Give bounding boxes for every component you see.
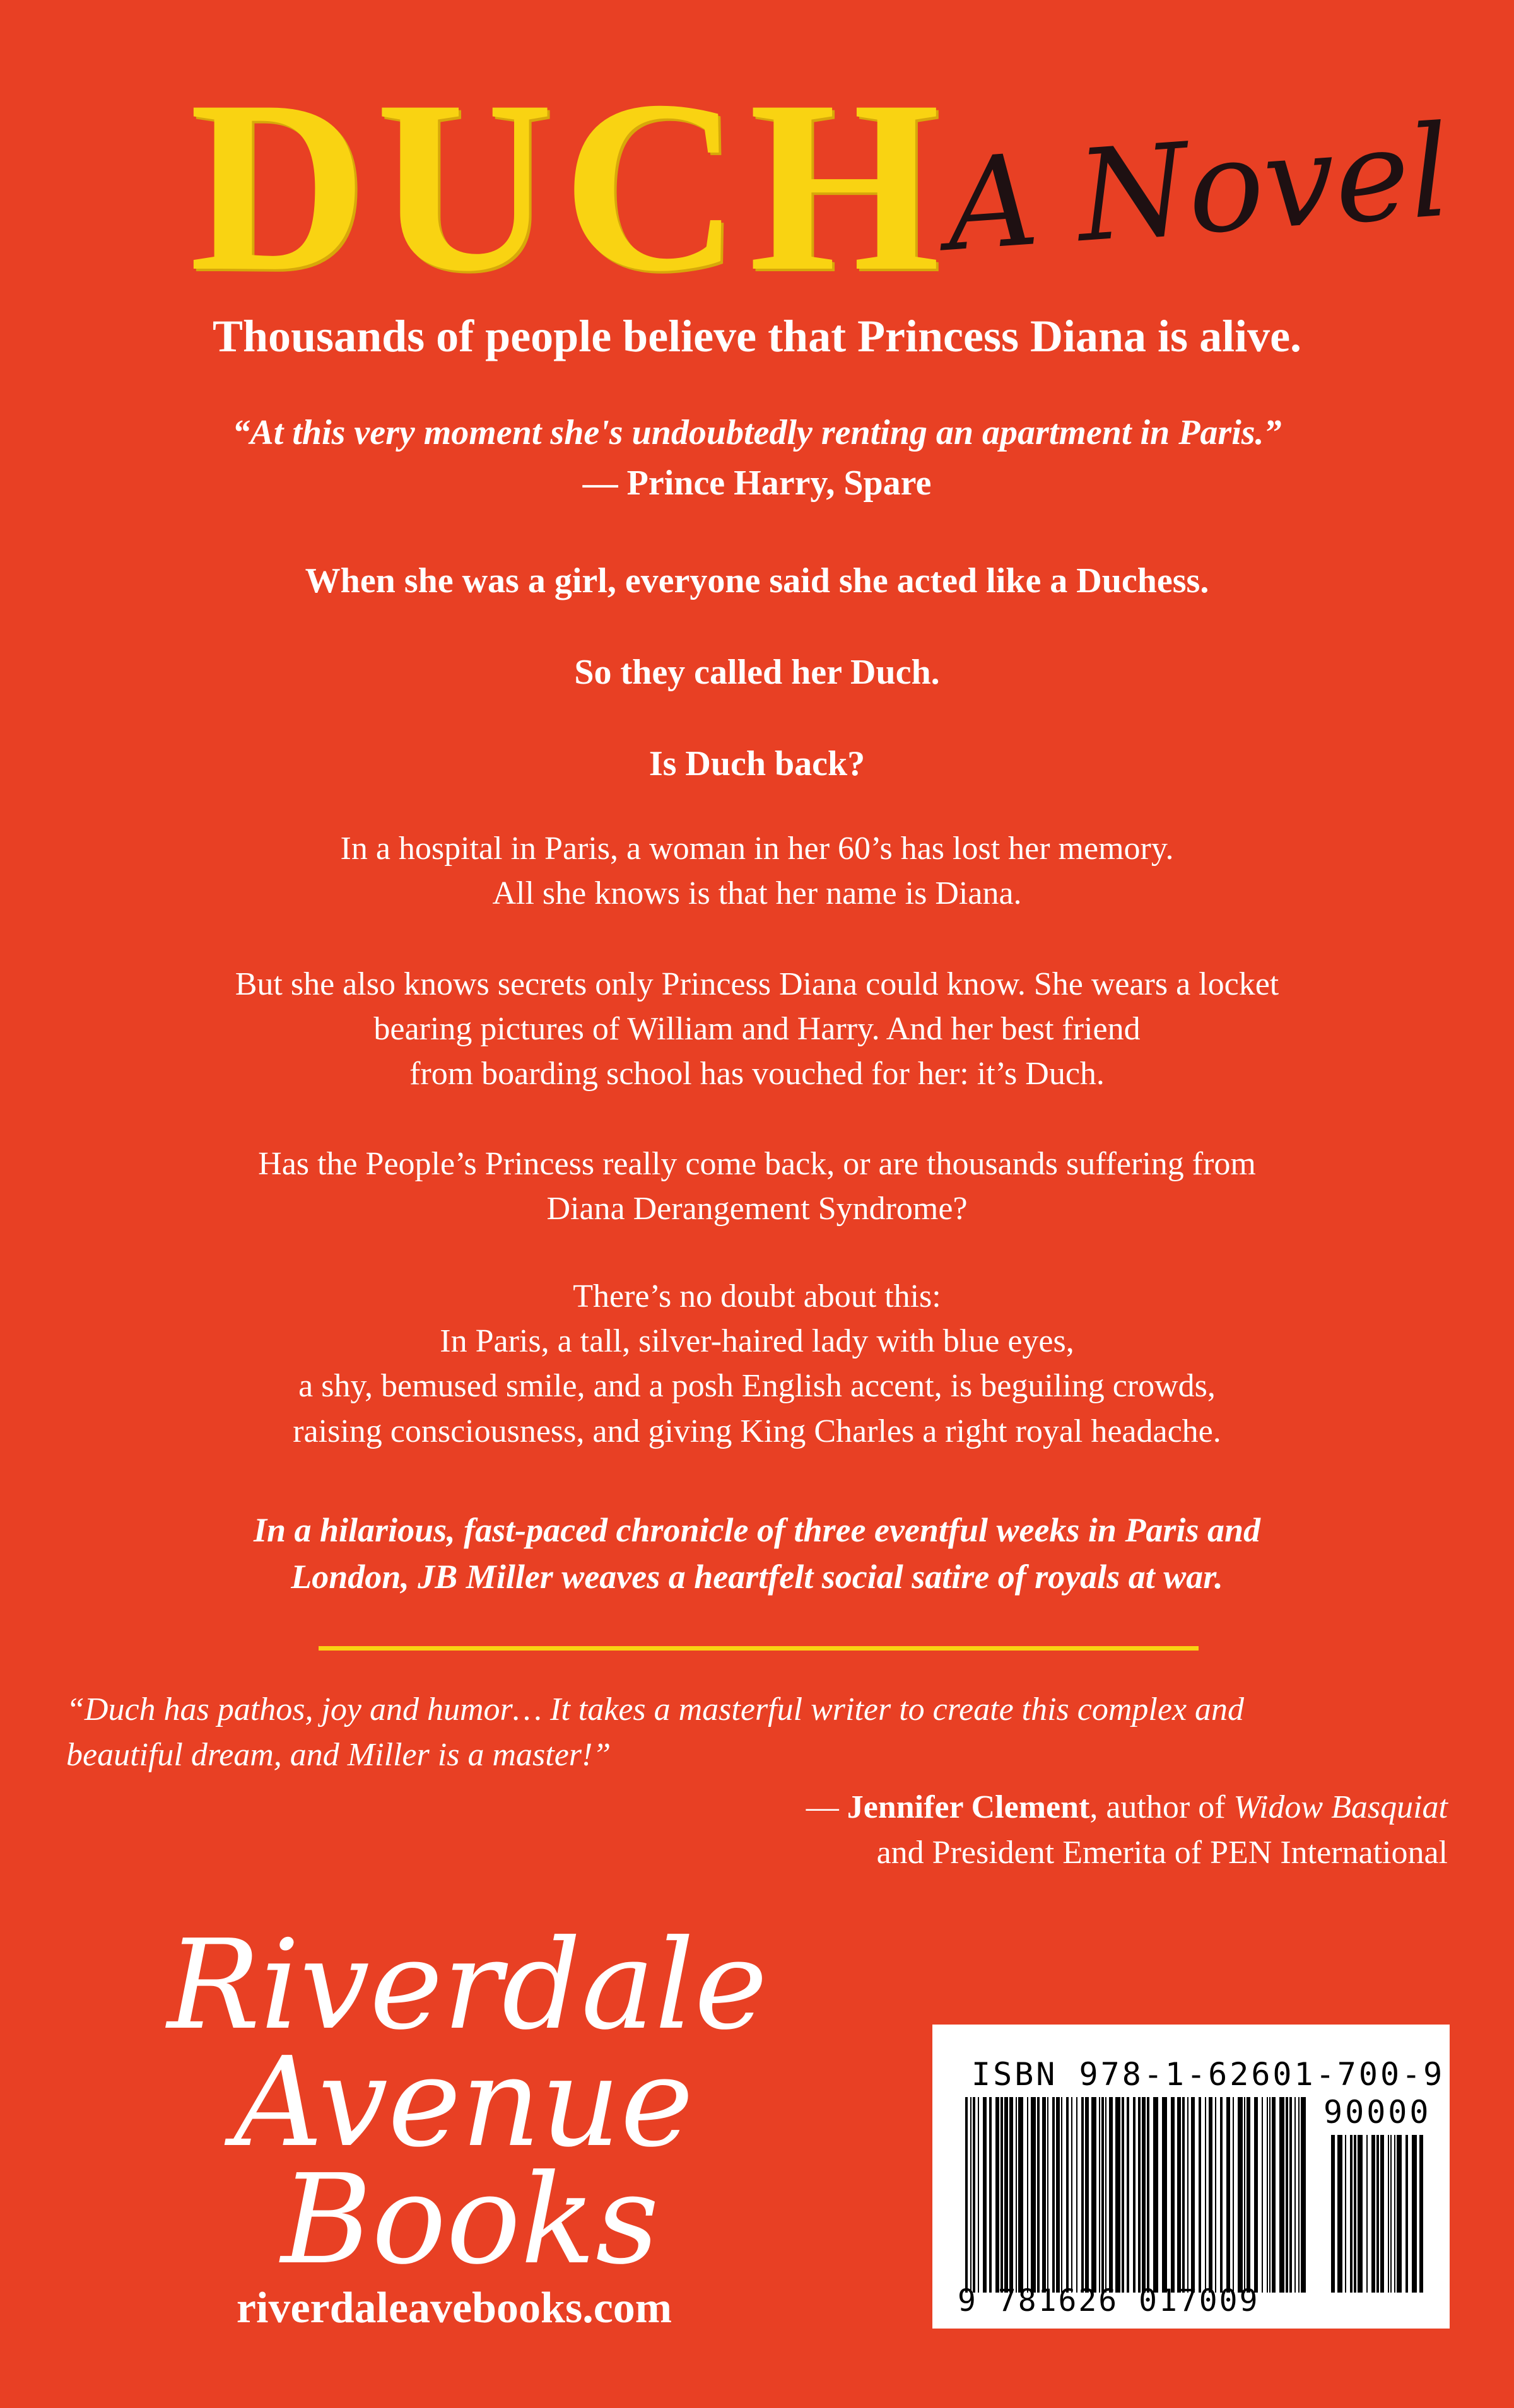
barcode-bar (1226, 2097, 1230, 2293)
barcode-bar (1345, 2135, 1346, 2293)
promo-blurb (0, 1507, 1514, 1601)
publisher-website: riverdaleavebooks.com (236, 2284, 672, 2332)
publisher-logo-line: Riverdale (167, 1914, 768, 2057)
barcode-bar (1301, 2097, 1306, 2293)
credit-dash: — (806, 1789, 847, 1825)
barcode-bar (983, 2097, 987, 2293)
barcode-addon-bars (1331, 2135, 1429, 2293)
book-subtitle: A Novel (941, 98, 1455, 280)
barcode-bar (1133, 2097, 1136, 2293)
barcode-bar (1187, 2097, 1188, 2293)
barcode-bar (1101, 2097, 1104, 2293)
barcode-bar (1142, 2097, 1146, 2293)
publisher-logo (167, 1914, 768, 2292)
barcode-bar (1066, 2097, 1069, 2293)
synopsis-line: raising consciousness, and giving King Charles a right royal headache. (293, 1413, 1221, 1449)
barcode-bar (1162, 2097, 1167, 2293)
barcode-bar (1177, 2097, 1181, 2293)
epigraph-quote: “At this very moment she's undoubtedly renting an apartment in Paris.” (232, 413, 1282, 452)
barcode-bar (965, 2097, 968, 2293)
review-quote (66, 1687, 1454, 1778)
publisher-logo-line: Books (281, 2148, 659, 2292)
barcode-bar (1037, 2097, 1040, 2293)
barcode-bar (1182, 2097, 1185, 2293)
barcode-bar (1272, 2097, 1276, 2293)
synopsis-line: Diana Derangement Syndrome? (546, 1191, 968, 1227)
barcode-bar (1254, 2097, 1258, 2293)
barcode-bar (1294, 2097, 1296, 2293)
blurb-line: In a hilarious, fast-paced chronicle of three eventful weeks in Paris and (253, 1511, 1261, 1549)
barcode-bar (978, 2097, 979, 2293)
reviewer-affiliation: and President Emerita of PEN International (876, 1834, 1448, 1871)
barcode-bar (1052, 2097, 1055, 2293)
blurb-line: London, JB Miller weaves a heartfelt social satire of royals at war. (291, 1557, 1223, 1596)
reviewer-book: Widow Basquiat (1233, 1789, 1448, 1825)
book-title: DUCH (189, 50, 949, 322)
barcode-bar (1105, 2097, 1106, 2293)
epigraph-attribution: — Prince Harry, Spare (582, 464, 932, 503)
barcode-bar (1122, 2097, 1124, 2293)
barcode-bar (995, 2097, 999, 2293)
barcode-bar (1171, 2097, 1175, 2293)
isbn-label: ISBN 978-1-62601-700-9 (971, 2056, 1445, 2093)
publisher-logo-line: Avenue (233, 2031, 694, 2175)
barcode-bar (1289, 2097, 1292, 2293)
divider-line (319, 1646, 1199, 1651)
barcode-bar (1042, 2097, 1046, 2293)
barcode-bar (1412, 2135, 1417, 2293)
barcode-bar (1199, 2097, 1201, 2293)
barcode-bar (1076, 2097, 1077, 2293)
barcode-bar (1366, 2135, 1368, 2293)
barcode-bar (1009, 2097, 1013, 2293)
barcode-bar (1209, 2097, 1212, 2293)
review-credit (378, 1785, 1448, 1876)
barcode-bar (1071, 2097, 1072, 2293)
barcode-bar (1004, 2097, 1008, 2293)
barcode-bar (1191, 2097, 1195, 2293)
barcode-bar (1138, 2097, 1141, 2293)
barcode-bar (1215, 2097, 1216, 2293)
headline: Thousands of people believe that Princess Diana is alive. (212, 311, 1302, 361)
tagline-girl: When she was a girl, everyone said she acted like a Duchess. (305, 561, 1209, 600)
barcode-bar (1153, 2097, 1158, 2293)
barcode-bar (1358, 2135, 1363, 2293)
barcode-bar (1244, 2097, 1245, 2293)
synopsis-line: a shy, bemused smile, and a posh English accent, is beguiling crowds, (298, 1368, 1216, 1405)
barcode-bar (1085, 2097, 1089, 2293)
barcode-bar (1269, 2097, 1270, 2293)
synopsis-paragraph-1 (0, 826, 1514, 916)
review-line: “Duch has pathos, joy and humor… It takes a masterful writer to create this complex and (66, 1692, 1245, 1727)
barcode-bar (1056, 2097, 1060, 2293)
barcode-bar (1397, 2135, 1402, 2293)
barcode-bar (1238, 2097, 1243, 2293)
barcode-bar (1331, 2135, 1335, 2293)
synopsis-line: All she knows is that her name is Diana. (492, 875, 1022, 912)
synopsis-line: But she also knows secrets only Princess Diana could know. She wears a locket (235, 966, 1279, 1002)
barcode-bar (1115, 2097, 1120, 2293)
barcode-bar (1376, 2135, 1379, 2293)
barcode-bar (1298, 2097, 1300, 2293)
synopsis-paragraph-4 (0, 1274, 1514, 1454)
synopsis-line: There’s no doubt about this: (573, 1278, 941, 1314)
synopsis-line: In Paris, a tall, silver-haired lady with blue eyes, (440, 1323, 1074, 1360)
barcode-bar (1220, 2097, 1223, 2293)
barcode-bar (1091, 2097, 1096, 2293)
barcode-bar (970, 2097, 971, 2293)
barcode-bar (1147, 2097, 1149, 2293)
barcode-bar (1354, 2135, 1356, 2293)
barcode-bar (1394, 2135, 1395, 2293)
barcode-bar (1127, 2097, 1129, 2293)
review-line: beautiful dream, and Miller is a master!” (66, 1736, 611, 1773)
barcode-bar (1371, 2135, 1375, 2293)
barcode-bar (1388, 2135, 1389, 2293)
barcode-bar (1380, 2135, 1384, 2293)
barcode-bar (1047, 2097, 1048, 2293)
synopsis-line: Has the People’s Princess really come back, or are thousands suffering from (258, 1146, 1256, 1182)
barcode-bar (1247, 2097, 1250, 2293)
barcode-bar (1419, 2135, 1423, 2293)
barcode-bar (973, 2097, 975, 2293)
tagline-called: So they called her Duch. (574, 653, 940, 692)
barcode-bar (1267, 2097, 1268, 2293)
barcode-box (932, 2025, 1450, 2329)
barcode-bar (1061, 2097, 1062, 2293)
barcode-bar (1099, 2097, 1100, 2293)
barcode-bar (1016, 2097, 1017, 2293)
barcode-bar (1390, 2135, 1392, 2293)
price-addon-label: 90000 (1323, 2094, 1431, 2130)
barcode-main-bars (965, 2097, 1306, 2293)
synopsis-line: from boarding school has vouched for her: it’s Duch. (409, 1056, 1105, 1092)
barcode-bar (1337, 2135, 1342, 2293)
barcode-bar (1279, 2097, 1284, 2293)
synopsis-line: In a hospital in Paris, a woman in her 60’s has lost her memory. (340, 831, 1174, 867)
barcode-bar (1027, 2097, 1028, 2293)
barcode-bar (1018, 2097, 1023, 2293)
barcode-bar (1350, 2135, 1353, 2293)
barcode-digits: 9 781626 017009 (958, 2283, 1260, 2318)
barcode-bar (1233, 2097, 1234, 2293)
synopsis-paragraph-3 (0, 1142, 1514, 1231)
barcode-bar (1262, 2097, 1263, 2293)
barcode-bar (1405, 2135, 1408, 2293)
reviewer-name: Jennifer Clement (847, 1789, 1090, 1825)
barcode-bar (1001, 2097, 1003, 2293)
barcode-bar (1081, 2097, 1084, 2293)
credit-connector: , author of (1089, 1789, 1234, 1825)
synopsis-line: bearing pictures of William and Harry. And her best friend (373, 1011, 1141, 1048)
barcode-bar (1109, 2097, 1113, 2293)
barcode-bar (1205, 2097, 1206, 2293)
tagline-back: Is Duch back? (648, 744, 866, 783)
barcode-bar (989, 2097, 992, 2293)
synopsis-paragraph-2 (0, 962, 1514, 1097)
barcode-bar (1031, 2097, 1036, 2293)
barcode-bar (1286, 2097, 1288, 2293)
